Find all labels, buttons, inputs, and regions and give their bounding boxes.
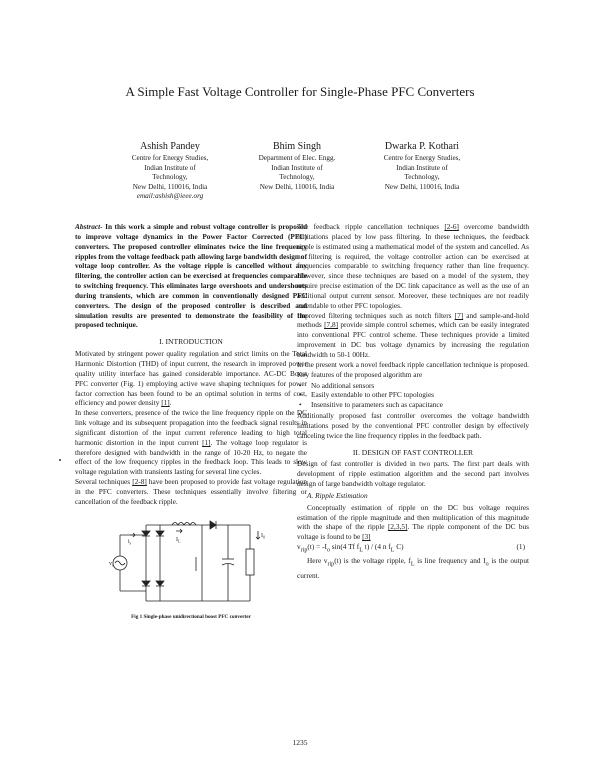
author-affiliation: Indian Institute of (144, 163, 196, 172)
equation-1 (297, 542, 529, 556)
paragraph-text: The feedback ripple cancellation techniques (297, 222, 445, 231)
paragraph-text: . (169, 398, 172, 408)
left-column (75, 222, 307, 623)
equation-number: (1) (516, 542, 525, 552)
author-name: Dwarka P. Kothari (384, 141, 460, 152)
author-affiliation: New Delhi, 110016, India (384, 182, 460, 191)
ac-sine-glyph (115, 561, 125, 565)
paragraph: Here $v_{rip}(t)$ is the voltage ripple, $f_L$ is line frequency and $I_o$ is the output current. (297, 556, 530, 580)
citation-link[interactable]: [2-6] (444, 222, 459, 231)
paragraph-text: Conceptually estimation of ripple on the DC bus voltage requires estimation of the ripple magnitude and then multiplication of this magnitude with the shape of the ripple (297, 502, 529, 532)
author-name: Bhim Singh (272, 141, 322, 152)
paragraph: Additionally proposed fast controller overcomes the voltage bandwidth limitations posed by the conventional PFC controller design by effectively canceling twice the line frequency ripples in the feedback path. (297, 411, 529, 440)
paragraph-text: Motivated by stringent power quality regulation and strict limits on the Total Harmonic Distortion (THD) of input current, the research in improved power quality utility interface has gained considerable importance. AC-DC Boost PFC converter (Fig. 1) employing active wave shaping techniques for power factor correction has been found to be an optimal solution in terms of cost, efficiency and power density (75, 349, 307, 408)
boost-diode (210, 521, 216, 529)
citation-link[interactable]: [2,3,5] (387, 522, 408, 532)
author-block-3 (347, 140, 497, 192)
author-affiliation: Centre for Energy Studies, (131, 154, 209, 162)
paragraph-text: . The ripple component of the DC bus voltage is found to be (297, 522, 530, 542)
author-affiliation: Technology, (404, 173, 440, 182)
section-heading-introduction: I. INTRODUCTION (159, 337, 223, 347)
label-il: $I_L$ (176, 536, 181, 544)
citation-link[interactable]: [7] (454, 310, 464, 320)
equation-body: $v_{rip}(t) = -I_o$ sin(4 Tf $f_L$ t) / (4 n $f_L$ C) (297, 542, 404, 554)
paragraph-text: and sample-and-hold methods (297, 310, 529, 330)
right-column (297, 222, 529, 581)
citation-link[interactable]: [1] (161, 398, 170, 408)
paragraph-text: In these converters, presence of the twice the line frequency ripple on the DC link voltage and its subsequent propagation into the feedback signal results in significant distortion of the input current reference leading to high total harmonic distortion in the input current (75, 408, 307, 447)
paragraph (297, 503, 529, 542)
label-vs: $v_s$ (109, 560, 114, 568)
bridge-diode (156, 531, 164, 536)
paragraph-text: provide simple control schemes, which can be easily integrated into conventional PFC control scheme. These techniques provide a limited improvement in DC bus voltage dynamics by increasing the regulation bandwidth to 50-1 00Hz. (297, 320, 529, 359)
figure-1 (75, 515, 307, 623)
paragraph-text: Several techniques (75, 477, 133, 487)
bridge-diode (156, 581, 164, 586)
output-current-arrow (256, 531, 260, 539)
citation-link[interactable]: [1] (202, 437, 211, 447)
abstract-text: In this work a simple and robust voltage controller is proposed to improve voltage dynamics in the Power Factor Corrected (PFC) converters. The proposed controller eliminates twice the line frequency ripples from the voltage feedback path allowing large bandwidth design of voltage loop controller. As the voltage ripple is cancelled without any filtering, the controller action can be exercised at frequencies comparable to switching frequency. This eliminates large overshoots and undershoots during transients, which are common in conventionally designed PFC converters. The design of the proposed controller is described and simulation results are presented to demonstrate the feasibility of the proposed technique. (75, 222, 307, 330)
author-affiliation: Technology, (279, 173, 315, 182)
bridge-diode (142, 581, 150, 586)
list-item: • Easily extendable to other PFC topologies (297, 390, 529, 400)
label-io: $I_0$ (261, 532, 265, 540)
paragraph (297, 311, 529, 360)
abstract (75, 222, 307, 330)
author-affiliation: New Delhi, 110016, India (132, 182, 208, 191)
citation-link[interactable]: [2-8] (132, 477, 147, 487)
paragraph-text: . The voltage loop regulator is therefore designed with bandwidth in the range of 10-20 Hz, to negate the effect of the low frequency ripples in the feedback loop. This leads to slow voltage regulation with transients lasting for several line cycles. (75, 437, 307, 477)
paragraph (297, 222, 529, 311)
paragraph (75, 408, 307, 477)
citation-link[interactable]: [7,8] (324, 320, 339, 330)
inductor-current-arrow (176, 529, 182, 533)
margin-mark (59, 459, 61, 461)
input-current-arrow (130, 533, 135, 537)
author-affiliation: Indian Institute of (396, 163, 448, 172)
paper-title: A Simple Fast Voltage Controller for Single-Phase PFC Converters (125, 84, 475, 99)
paragraph-text: overcome bandwidth limitations placed by low pass filtering. In these techniques, the feedback ripple is estimated using a mathematical model of the system and cancelled. As no filtering is required, the voltage controller action can be exercised at frequencies comparable to switching frequency rather than line frequency. However, since these techniques are based on a model of the system, they require precise estimation of the DC link capacitance as well as the use of an additional output current sensor. Moreover, these techniques are not readily extendable to other PFC topologies. (297, 222, 529, 310)
author-affiliation: New Delhi, 110016, India (259, 182, 335, 191)
section-heading-design: II. DESIGN OF FAST CONTROLLER (352, 447, 474, 457)
paragraph-text: have been proposed to provide fast voltage regulation in the PFC converters. These techniques essentially involve filtering or cancellation of the feedback ripple. (75, 477, 307, 506)
author-affiliation: Centre for Energy Studies, (383, 154, 461, 162)
author-affiliation: Technology, (152, 173, 188, 182)
label-is: $i_s$ (128, 538, 132, 546)
subsection-heading: A. Ripple Estimation (307, 490, 368, 500)
author-name: Ashish Pandey (140, 141, 200, 152)
figure-caption: Fig 1 Single-phase unidirectional boost PFC converter (131, 613, 251, 620)
paragraph (75, 477, 307, 507)
load-resistor (246, 549, 254, 575)
citation-link[interactable]: [3] (362, 532, 371, 542)
author-affiliation: Department of Elec. Engg. (258, 154, 336, 162)
boost-pfc-circuit-diagram (110, 515, 275, 607)
paragraph: Design of fast controller is divided in two parts. The first part deals with development of ripple estimation algorithm and the second part involves design of large bandwidth voltage regulator. (297, 459, 529, 489)
paragraph: In the present work a novel feedback ripple cancellation technique is proposed. Key features of the proposed algorithm are (297, 359, 529, 379)
feature-list (297, 381, 529, 411)
page-number: 1235 (292, 738, 308, 747)
paragraph-text: Improved filtering techniques such as notch filters (297, 310, 455, 320)
author-affiliation: Indian Institute of (271, 163, 323, 172)
abstract-lead: Abstract- (75, 222, 103, 231)
author-email[interactable]: email:ashish@ieee.org (136, 192, 204, 201)
list-item: • Insensitive to parameters such as capacitance (297, 400, 529, 410)
paragraph (75, 349, 307, 408)
list-item: • No additional sensors (297, 381, 529, 391)
